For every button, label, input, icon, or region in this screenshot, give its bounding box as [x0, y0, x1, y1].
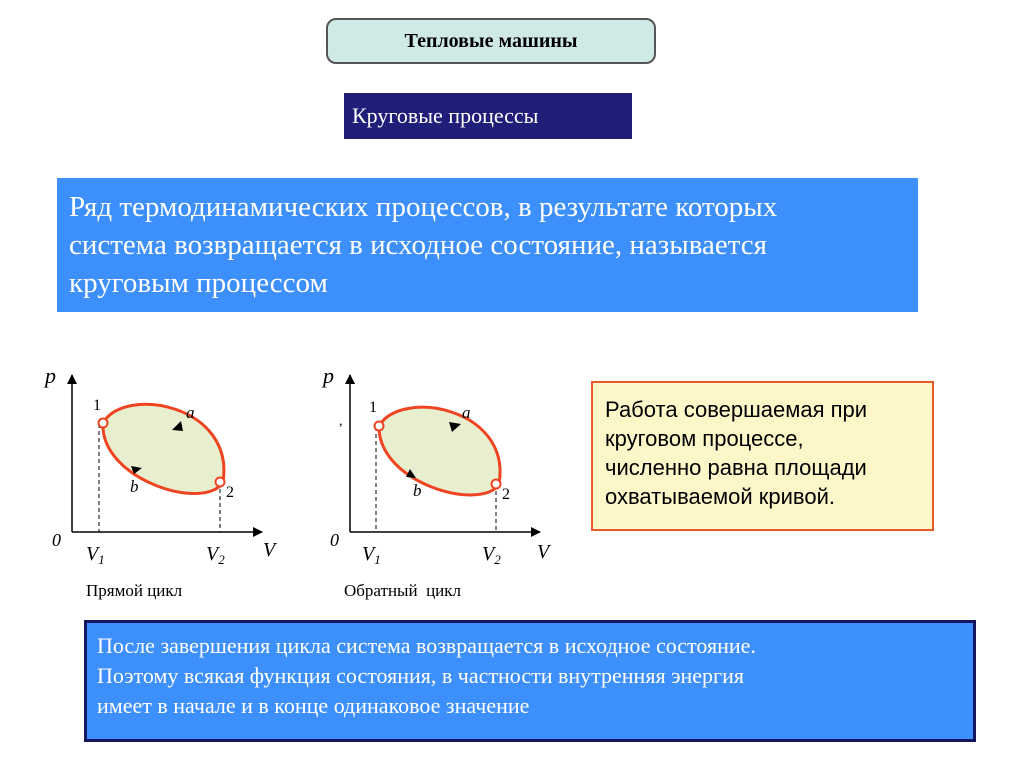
- slide-title: Тепловые машины: [326, 18, 656, 64]
- state-point-1: [375, 422, 384, 431]
- path-label-a: a: [462, 403, 471, 422]
- cycle-loop: [103, 404, 224, 493]
- definition-line: Ряд термодинамических процессов, в результате которых: [69, 191, 778, 223]
- work-note-box: [591, 381, 934, 531]
- origin-label: 0: [52, 530, 61, 550]
- work-note-line: охватываемой кривой.: [605, 484, 835, 509]
- state-point-1: [99, 419, 108, 428]
- v2-label: $V_2$: [206, 543, 225, 567]
- work-note-line: Работа совершаемая при: [605, 397, 868, 422]
- definition-line: система возвращается в исходное состояние, называется: [69, 229, 767, 261]
- axis-label-p: p: [323, 363, 334, 388]
- axis-label-v: V: [537, 541, 550, 563]
- state-point-2: [216, 478, 225, 487]
- point-label-2: 2: [226, 484, 234, 501]
- state-point-2: [492, 480, 501, 489]
- axis-label-p: p: [45, 363, 56, 388]
- definition-line: круговым процессом: [69, 267, 328, 299]
- path-label-b: b: [413, 481, 422, 500]
- work-note-line: круговом процессе,: [605, 426, 804, 451]
- direct-cycle-diagram: [43, 363, 278, 567]
- work-note-line: численно равна площади: [605, 455, 867, 480]
- point-label-1: 1: [369, 399, 377, 416]
- reverse-cycle-diagram: [321, 363, 552, 567]
- stray-comma: ,: [339, 414, 343, 429]
- point-label-1: 1: [93, 397, 101, 414]
- reverse-cycle-caption: Обратный цикл: [344, 581, 462, 600]
- conclusion-line: имеет в начале и в конце одинаковое значение: [97, 693, 530, 718]
- conclusion-box: [84, 620, 976, 742]
- v1-label: $V_1$: [86, 543, 105, 567]
- axis-label-v: V: [263, 539, 276, 561]
- origin-label: 0: [330, 530, 339, 550]
- direct-cycle-caption: Прямой цикл: [86, 581, 183, 600]
- cycle-loop: [379, 407, 500, 495]
- v1-label: $V_1$: [362, 543, 381, 567]
- v2-label: $V_2$: [482, 543, 501, 567]
- conclusion-line: После завершения цикла система возвращается в исходное состояние.: [97, 633, 756, 658]
- point-label-2: 2: [502, 486, 510, 503]
- section-title: Круговые процессы: [344, 93, 632, 139]
- conclusion-line: Поэтому всякая функция состояния, в частности внутренняя энергия: [97, 663, 744, 688]
- path-label-a: a: [186, 403, 195, 422]
- path-label-b: b: [130, 477, 139, 496]
